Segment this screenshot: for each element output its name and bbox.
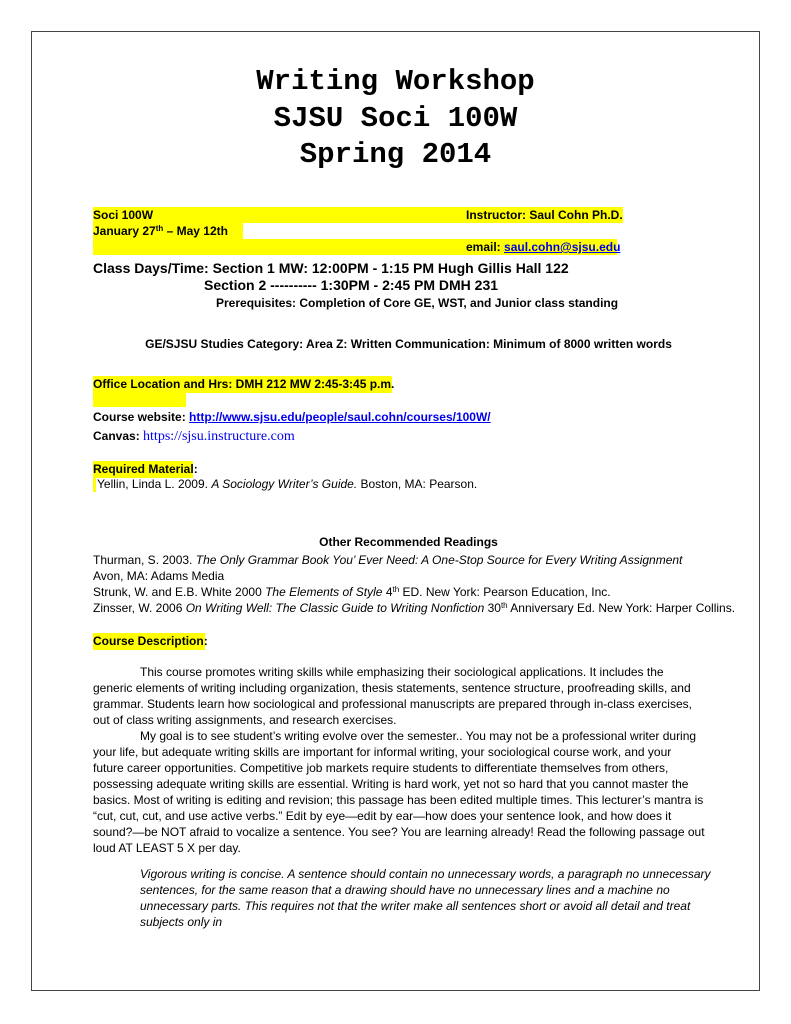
page-subtitle-course: SJSU Soci 100W (273, 102, 518, 135)
course-description-paragraph-1: This course promotes writing skills while emphasizing their sociological applications. It includes the generic elements of writing including organization, thesis statements, sentence structure, proofreading skills, and grammar. Students learn how sociological and professional manuscripts are prepared through in-class exercises, out of class writing assignments, and research exercises. (93, 665, 692, 727)
office-hours: Office Location and Hrs: DMH 212 MW 2:45-3:45 p.m. (93, 377, 395, 391)
canvas-sep: : (135, 429, 144, 443)
canvas-line (93, 427, 295, 445)
course-website (93, 410, 491, 425)
recommended-item-1-publisher: Avon, MA: Adams Media (93, 569, 225, 583)
course-description-paragraph-2: My goal is to see student’s writing evolve over the semester.. You may not be a professional writer during your life, but adequate writing skills are important for informal writing, your sociological course work, and your future career opportunities. Competitive job markets require students to differentiate themselves from others, possessing adequate writing skills are essential. Writing is hard work, yet not so hard that you cannot master the basics. Most of writing is editing and revision; this passage has been edited multiple times. This lecturer’s mantra is “cut, cut, cut, and use active verbs.” Edit by eye—edit by ear—how does your sentence look, and how does it sound?—be NOT afraid to vocalize a sentence. You see? You are learning already! Read the following passage out loud AT LEAST 5 X per day. (93, 729, 705, 855)
instructor-name: Instructor: Saul Cohn Ph.D. (466, 208, 623, 222)
r2-ed: 4 (382, 585, 393, 599)
ge-category: GE/SJSU Studies Category: Area Z: Written Communication: Minimum of 8000 written words (145, 337, 672, 351)
prerequisites-label: Prerequisites (216, 296, 293, 310)
class-schedule-section2: Section 2 ---------- 1:30PM - 2:45 PM DMH 231 (204, 277, 499, 293)
required-material-citation (97, 477, 477, 492)
canvas-label: Canvas (93, 429, 136, 443)
office-hours-highlight (93, 393, 186, 407)
required-publisher: Boston, MA: Pearson. (357, 477, 478, 491)
class-schedule-section1: Class Days/Time: Section 1 MW: 12:00PM - 1:15 PM Hugh Gillis Hall 122 (93, 260, 569, 276)
course-dates (93, 224, 228, 239)
r2-sup: th (392, 585, 400, 594)
course-website-label: Course website: (93, 410, 190, 424)
page-title: Writing Workshop (256, 65, 535, 98)
r3-ed: 30 (484, 601, 501, 615)
course-dates-start: January 27 (93, 224, 156, 238)
course-code: Soci 100W (93, 208, 154, 222)
required-author: Yellin, Linda L. 2009. (97, 477, 212, 491)
canvas-link[interactable]: https://sjsu.instructure.com (143, 429, 295, 444)
r3-author: Zinsser, W. 2006 (93, 601, 186, 615)
email-link[interactable]: saul.cohn@sjsu.edu (504, 240, 621, 254)
course-dates-end: – May 12th (163, 224, 228, 238)
r2-title: The Elements of Style (265, 585, 383, 599)
r2-rest: ED. New York: Pearson Education, Inc. (399, 585, 611, 599)
course-website-link[interactable]: http://www.sjsu.edu/people/saul.cohn/courses/100W/ (189, 410, 491, 424)
recommended-item-1 (93, 553, 682, 568)
prerequisites (216, 296, 618, 311)
required-title: A Sociology Writer’s Guide. (211, 477, 358, 491)
r3-rest: Anniversary Ed. New York: Harper Collins. (507, 601, 736, 615)
r1-title: The Only Grammar Book You’ Ever Need: A One-Stop Source for Every Writing Assignment (195, 553, 683, 567)
course-dates-sup: th (155, 224, 164, 233)
required-material-highlight (93, 478, 96, 492)
recommended-item-2 (93, 585, 611, 600)
r1-author: Thurman, S. 2003. (93, 553, 196, 567)
email-label: email: (466, 240, 505, 254)
r3-sup: th (500, 601, 508, 610)
required-material-heading: Required Material: (93, 462, 198, 476)
recommended-item-3 (93, 601, 735, 616)
prerequisites-text: : Completion of Core GE, WST, and Junior class standing (292, 296, 619, 310)
r2-author: Strunk, W. and E.B. White 2000 (93, 585, 266, 599)
r3-title: On Writing Well: The Classic Guide to Writing Nonfiction (185, 601, 485, 615)
instructor-email (466, 240, 620, 255)
strunk-quote: Vigorous writing is concise. A sentence should contain no unnecessary words, a paragraph no unnecessary sentences, for the same reason that a drawing should have no unnecessary lines and a machine no unnecessary parts. This requires not that the writer make all sentences short or avoid all detail and treat subjects only in (140, 867, 711, 929)
course-description-heading: Course Description: (93, 634, 208, 648)
page-subtitle-term: Spring 2014 (299, 138, 492, 171)
recommended-heading: Other Recommended Readings (319, 535, 498, 549)
